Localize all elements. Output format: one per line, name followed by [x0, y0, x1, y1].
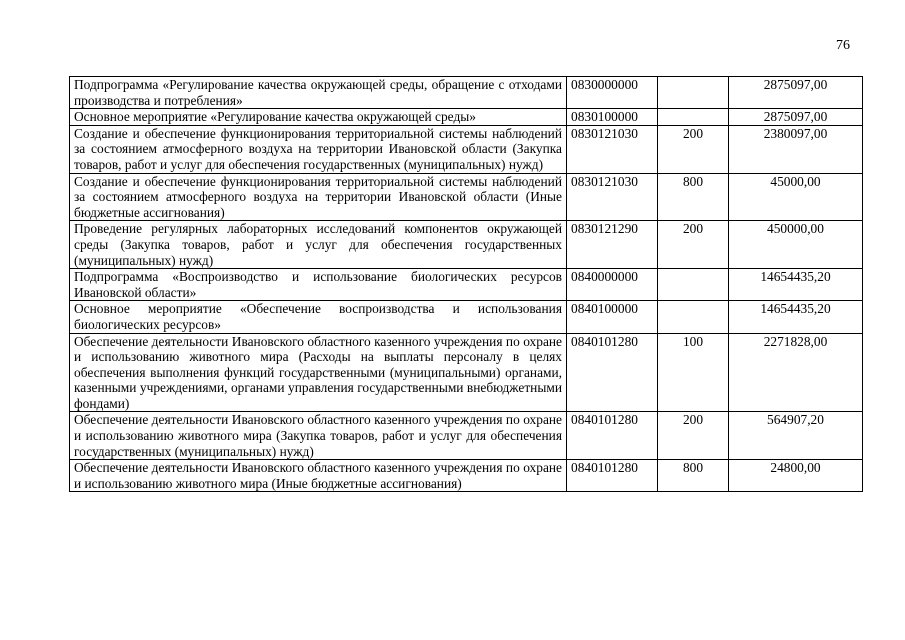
row-amount: 2875097,00 [729, 77, 863, 109]
row-name: Обеспечение деятельности Ивановского областного казенного учреждения по охране и использованию животного мира (Закупка товаров, работ и услуг для обеспечения государственных (муниципальных) нужд) [70, 412, 567, 460]
row-amount: 14654435,20 [729, 269, 863, 301]
row-name: Обеспечение деятельности Ивановского областного казенного учреждения по охране и использованию животного мира (Расходы на выплаты персоналу в целях обеспечения выполнения функций государственными (муниципальными) органами, казенными учреждениями, органами управления государственными внебюджетными фондами) [70, 333, 567, 412]
table-row [70, 412, 863, 460]
row-expense-type [658, 77, 729, 109]
row-expense-type [658, 109, 729, 126]
page-number: 76 [836, 38, 850, 53]
row-code: 0830121030 [567, 125, 658, 173]
row-name: Создание и обеспечение функционирования территориальной системы наблюдений за состоянием атмосферного воздуха на территории Ивановской области (Иные бюджетные ассигнования) [70, 173, 567, 221]
row-name: Обеспечение деятельности Ивановского областного казенного учреждения по охране и использованию животного мира (Иные бюджетные ассигнования) [70, 460, 567, 492]
row-amount: 2271828,00 [729, 333, 863, 412]
table-row [70, 269, 863, 301]
row-code: 0830121290 [567, 221, 658, 269]
row-name: Основное мероприятие «Регулирование качества окружающей среды» [70, 109, 567, 126]
row-name: Подпрограмма «Воспроизводство и использование биологических ресурсов Ивановской области» [70, 269, 567, 301]
table-row [70, 125, 863, 173]
row-amount: 14654435,20 [729, 301, 863, 333]
table-row [70, 221, 863, 269]
row-code: 0840100000 [567, 301, 658, 333]
row-amount: 2380097,00 [729, 125, 863, 173]
row-expense-type [658, 269, 729, 301]
row-amount: 24800,00 [729, 460, 863, 492]
row-expense-type: 800 [658, 460, 729, 492]
row-expense-type: 200 [658, 412, 729, 460]
row-code: 0840000000 [567, 269, 658, 301]
row-amount: 450000,00 [729, 221, 863, 269]
row-amount: 45000,00 [729, 173, 863, 221]
row-name: Проведение регулярных лабораторных исследований компонентов окружающей среды (Закупка товаров, работ и услуг для обеспечения государственных (муниципальных) нужд) [70, 221, 567, 269]
row-code: 0840101280 [567, 460, 658, 492]
row-code: 0840101280 [567, 333, 658, 412]
row-amount: 564907,20 [729, 412, 863, 460]
table-row [70, 109, 863, 126]
table-row [70, 460, 863, 492]
table-row [70, 173, 863, 221]
row-name: Создание и обеспечение функционирования территориальной системы наблюдений за состоянием атмосферного воздуха на территории Ивановской области (Закупка товаров, работ и услуг для обеспечения государственных (муниципальных) нужд) [70, 125, 567, 173]
row-code: 0830121030 [567, 173, 658, 221]
row-code: 0830000000 [567, 77, 658, 109]
row-code: 0830100000 [567, 109, 658, 126]
table-row [70, 301, 863, 333]
row-code: 0840101280 [567, 412, 658, 460]
row-expense-type: 200 [658, 125, 729, 173]
row-name: Подпрограмма «Регулирование качества окружающей среды, обращение с отходами производства и потребления» [70, 77, 567, 109]
row-name: Основное мероприятие «Обеспечение воспроизводства и использования биологических ресурсов» [70, 301, 567, 333]
row-expense-type: 100 [658, 333, 729, 412]
budget-table [69, 76, 863, 492]
row-expense-type [658, 301, 729, 333]
row-expense-type: 200 [658, 221, 729, 269]
row-amount: 2875097,00 [729, 109, 863, 126]
table-row [70, 77, 863, 109]
row-expense-type: 800 [658, 173, 729, 221]
table-row [70, 333, 863, 412]
